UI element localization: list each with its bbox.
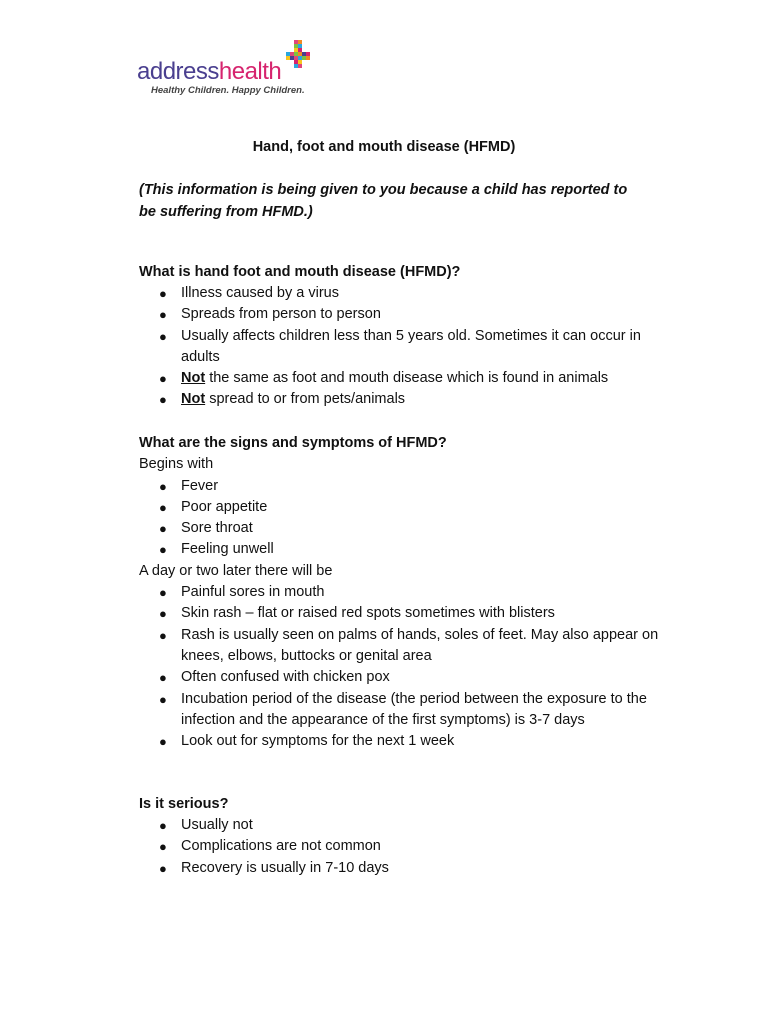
document-title: Hand, foot and mouth disease (HFMD) [252,139,516,155]
bullet-icon: ● [159,627,167,643]
bullet-icon: ● [159,286,167,301]
list-item-text: the same as foot and mouth disease which is found in animals [205,370,609,387]
list-item [139,667,659,688]
later-symptoms-label: A day or two later there will be [139,562,333,579]
list-item-text: spread to or from pets/animals [205,391,406,408]
section-heading: What are the signs and symptoms of HFMD? [139,435,447,451]
bullet-icon: ● [159,585,167,601]
bullet-icon: ● [159,860,167,876]
list-item-text: Rash is usually seen on palms of hands, soles of feet. May also appear on knees, elbows, buttocks or genital area [181,626,659,665]
list-item-text: Often confused with chicken pox [181,669,390,686]
list-item [139,539,659,560]
logo-word-address: address [137,58,219,85]
bullet-icon: ● [159,734,167,750]
bullet-list [139,283,659,411]
section-heading: Is it serious? [139,796,229,812]
bullet-icon: ● [159,307,167,323]
list-item [139,582,659,603]
logo-wordmark [137,58,281,86]
list-item [139,836,659,857]
section-signs-symptoms [139,433,659,753]
logo-word-health: health [218,58,282,85]
bullet-icon: ● [159,499,167,515]
list-item [139,518,659,539]
list-item-text: Skin rash – flat or raised red spots sometimes with blisters [181,605,555,622]
bullet-icon: ● [159,392,167,408]
list-item [139,858,659,879]
emphasis-not: Not [181,370,206,387]
list-item-text: Usually affects children less than 5 years old. Sometimes it can occur in adults [181,327,641,365]
list-item [139,497,659,518]
section-what-is-hfmd [139,262,659,411]
list-item [139,603,659,624]
section-is-it-serious [139,794,659,879]
list-item-text: Incubation period of the disease (the period between the exposure to the infection and the appearance of the first symptoms) is 3-7 days [181,690,647,728]
emphasis-not: Not [181,391,206,408]
list-item [139,815,659,836]
list-item-text: Sore throat [181,520,253,537]
list-item [139,368,659,389]
addresshealth-logo [137,40,317,100]
list-item [139,283,659,304]
list-item [139,476,659,497]
list-item-text: Fever [181,477,219,494]
list-item-text: Recovery is usually in 7-10 days [181,859,389,876]
list-item-text: Poor appetite [181,498,268,515]
list-item [139,389,659,410]
bullet-list [139,815,659,879]
bullet-icon: ● [159,328,167,344]
bullet-list [139,582,659,752]
bullet-list [139,476,659,561]
list-item-text: Usually not [181,817,253,833]
bullet-icon: ● [159,839,167,855]
list-item [139,625,659,668]
bullet-icon: ● [159,691,167,707]
list-item [139,304,659,325]
list-item-text: Feeling unwell [181,541,274,558]
bullet-icon: ● [159,371,167,387]
list-item [139,731,659,752]
list-item-text: Complications are not common [181,838,381,855]
bullet-icon: ● [159,542,167,558]
begins-with-label: Begins with [139,456,214,472]
list-item [139,326,659,369]
list-item-text: Painful sores in mouth [181,584,325,601]
bullet-icon: ● [159,606,167,622]
bullet-icon: ● [159,521,167,537]
bullet-icon: ● [159,670,167,686]
section-heading: What is hand foot and mouth disease (HFMD)? [139,264,461,280]
list-item [139,689,659,732]
list-item-text: Spreads from person to person [181,306,381,323]
bullet-icon: ● [159,478,167,494]
mosaic-cross-icon [284,40,312,70]
list-item-text: Look out for symptoms for the next 1 week [181,733,455,750]
list-item-text: Illness caused by a virus [181,285,339,301]
bullet-icon: ● [159,818,167,833]
logo-tagline: Healthy Children. Happy Children. [151,85,305,96]
intro-note: (This information is being given to you because a child has reported to be suffering from HFMD.) [139,182,628,220]
